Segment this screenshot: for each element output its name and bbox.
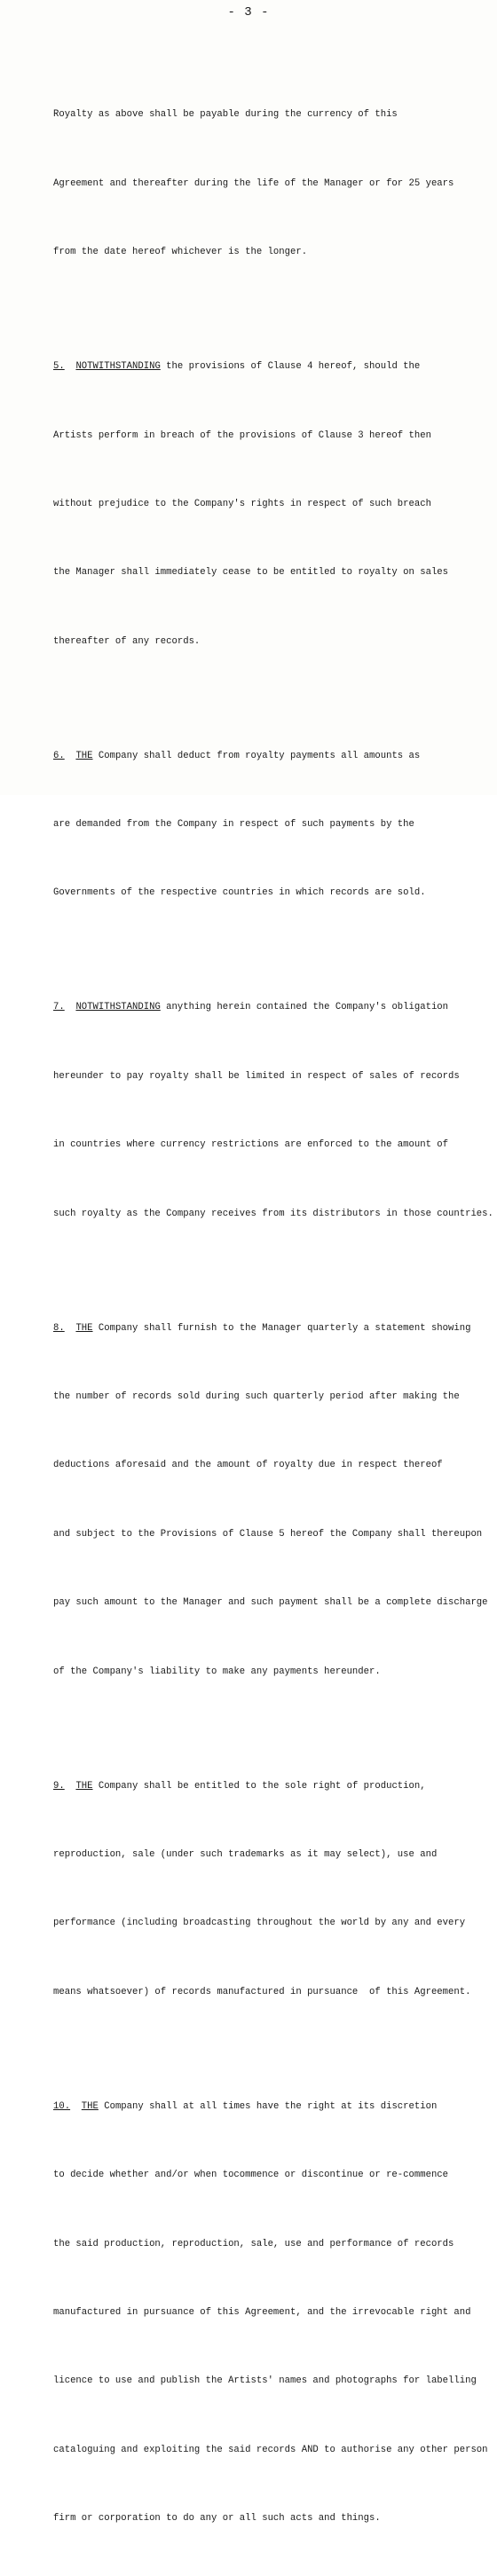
text-line: and subject to the Provisions of Clause 5 hereof the Company shall thereupon xyxy=(53,1528,483,1540)
text-line: performance (including broadcasting throughout the world by any and every xyxy=(53,1918,466,1929)
text-line: means whatsoever) of records manufactured in pursuance of this Agreement. xyxy=(53,1986,471,1997)
text-line: of the Company's liability to make any payments hereunder. xyxy=(53,1666,381,1677)
clause-9-first-line: 9. THE Company shall be entitled to the sole right of production, xyxy=(53,1780,426,1792)
text-line: hereunder to pay royalty shall be limited in respect of sales of records xyxy=(53,1070,460,1082)
page-number: - 3 - xyxy=(227,5,270,20)
text-line: the Manager shall immediately cease to be entitled to royalty on sales xyxy=(53,567,449,579)
clause-6-first-line: 6. THE Company shall deduct from royalty payments all amounts as xyxy=(53,750,421,761)
clause-keyword: THE xyxy=(75,1322,93,1334)
clause-keyword: NOTWITHSTANDING xyxy=(75,1002,161,1013)
text-line: without prejudice to the Company's rights in respect of such breach xyxy=(53,498,431,509)
text-line: to decide whether and/or when tocommence or discontinue or re-commence xyxy=(53,2170,449,2181)
text-line: Artists perform in breach of the provisions of Clause 3 hereof then xyxy=(53,429,431,441)
clause-5-first-line: 5. NOTWITHSTANDING the provisions of Clause 4 hereof, should the xyxy=(53,361,421,373)
text-line: pay such amount to the Manager and such payment shall be a complete discharge xyxy=(53,1597,488,1609)
clause-keyword: THE xyxy=(75,750,93,761)
text-line: manufactured in pursuance of this Agreement, and the irrevocable right and xyxy=(53,2306,471,2318)
clause-number: 8. xyxy=(53,1322,65,1334)
clause-number: 5. xyxy=(53,361,65,373)
text-line: such royalty as the Company receives from its distributors in those countries. xyxy=(53,1208,493,1219)
text-line: in countries where currency restrictions are enforced to the amount of xyxy=(53,1139,449,1151)
text-line: deductions aforesaid and the amount of royalty due in respect thereof xyxy=(53,1460,443,1471)
text-line: from the date hereof whichever is the longer. xyxy=(53,247,308,258)
clause-7-first-line: 7. NOTWITHSTANDING anything herein contained the Company's obligation xyxy=(53,1002,449,1013)
clause-keyword: THE xyxy=(81,2100,99,2112)
clause-number: 6. xyxy=(53,750,65,761)
clause-keyword: THE xyxy=(75,1780,93,1792)
clause-10-first-line: 10. THE Company shall at all times have the right at its discretion xyxy=(53,2100,438,2112)
document-body xyxy=(53,35,497,2576)
text-line: Agreement and thereafter during the life of the Manager or for 25 years xyxy=(53,177,454,189)
clause-8-first-line: 8. THE Company shall furnish to the Manager quarterly a statement showing xyxy=(53,1322,471,1334)
clause-number: 10. xyxy=(53,2100,71,2112)
text-line: the said production, reproduction, sale, use and performance of records xyxy=(53,2238,454,2249)
text-line: cataloguing and exploiting the said records AND to authorise any other person xyxy=(53,2444,488,2455)
clause-number: 7. xyxy=(53,1002,65,1013)
text-line: are demanded from the Company in respect of such payments by the xyxy=(53,819,414,831)
text-line: reproduction, sale (under such trademarks as it may select), use and xyxy=(53,1848,438,1860)
text-line: firm or corporation to do any or all such acts and things. xyxy=(53,2513,381,2525)
text-line: Governments of the respective countries in which records are sold. xyxy=(53,887,426,899)
text-line: the number of records sold during such quarterly period after making the xyxy=(53,1391,460,1403)
clause-keyword: NOTWITHSTANDING xyxy=(75,361,161,373)
text-line: licence to use and publish the Artists' names and photographs for labelling xyxy=(53,2375,477,2387)
text-line: Royalty as above shall be payable during the currency of this xyxy=(53,109,398,121)
clause-number: 9. xyxy=(53,1780,65,1792)
text-line: thereafter of any records. xyxy=(53,635,201,647)
